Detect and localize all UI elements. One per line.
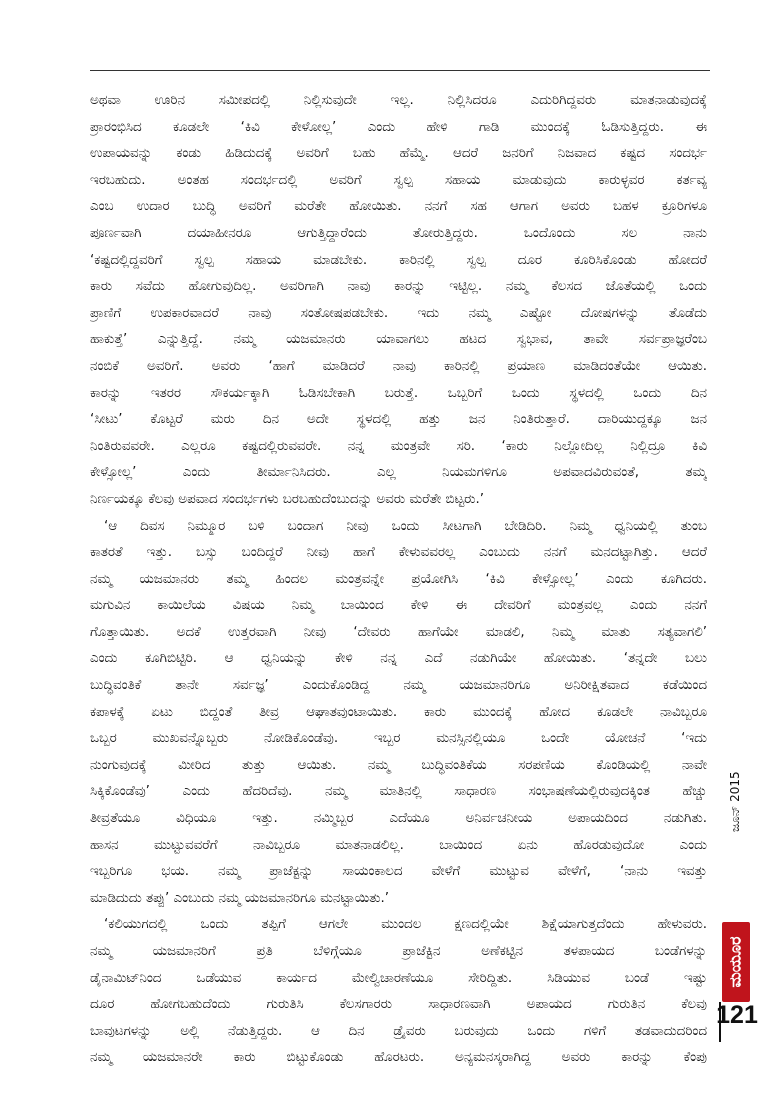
text-line: ನಮ್ಮ ಯಜಮಾನರು ತಮ್ಮ ಹಿಂದಲ ಮಂತ್ರವನ್ನೇ ಪ್ರಯೋಗಿಸಿ ‘ಕಿವಿ ಕೇಳ್ಸೋಲ್ಲ’ ಎಂದು ಕೂಗಿದರು. — [90, 571, 707, 587]
text-line: ಗೊತ್ತಾಯಿತು. ಅದಕೆ ಉತ್ತರವಾಗಿ ನೀವು ‘ದೇವರು ಹಾಗೆಯೇ ಮಾಡಲಿ, ನಿಮ್ಮ ಮಾತು ಸತ್ಯವಾಗಲಿ’ — [90, 624, 707, 640]
text-line: ಎಂದು ಕೂಗಿಬಿಟ್ಟಿರಿ. ಆ ಧ್ವನಿಯನ್ನು ಕೇಳಿ ನನ್ನ ಎದೆ ನಡುಗಿಯೇ ಹೋಯಿತು. ‘ತನ್ನದೇ ಬಲು — [90, 651, 707, 667]
text-line: ಒಬ್ಬರ ಮುಖವನ್ನೊಬ್ಬರು ನೋಡಿಕೊಂಡೆವು. ಇಬ್ಬರ ಮನಸ್ಸಿನಲ್ಲಿಯೂ ಒಂದೇ ಯೋಚನೆ ‘ಇದು — [90, 731, 707, 747]
magazine-name: ಮಯೂರ — [726, 936, 745, 988]
text-line: ಪೂರ್ಣವಾಗಿ ದಯಾಹೀನರೂ ಆಗುತ್ತಿದ್ದಾರೆಂದು ತೋರುತ್ತಿದ್ದರು. ಒಂದೊಂದು ಸಲ ನಾನು — [90, 225, 707, 241]
text-line: ನಿಂತಿರುವವರೇ. ಎಲ್ಲರೂ ಕಷ್ಟದಲ್ಲಿರುವವರೇ. ನನ್ನ ಮಂತ್ರವೇ ಸರಿ. ‘ಕಾರು ನಿಲ್ಲೋದಿಲ್ಲ ನಿಲ್ಲಿದ್ರೂ ಕಿವಿ — [90, 438, 707, 454]
text-line: ‘ಸೀಟು’ ಕೊಟ್ಟರೆ ಮರು ದಿನ ಅದೇ ಸ್ಥಳದಲ್ಲಿ ಹತ್ತು ಜನ ನಿಂತಿರುತ್ತಾರೆ. ದಾರಿಯುದ್ದಕ್ಕೂ ಜನ — [90, 412, 707, 428]
text-line: ಬುದ್ಧಿವಂತಿಕೆ ತಾನೇ ಸರ್ವಜ್ಞ’ ಎಂದುಕೊಂಡಿದ್ದ ನಮ್ಮ ಯಜಮಾನರಿಗೂ ಅನಿರೀಕ್ಷಿತವಾದ ಕಡೆಯಿಂದ — [90, 678, 707, 694]
text-line: ನಿರ್ಣಯಕ್ಕೂ ಕೆಲವು ಅಪವಾದ ಸಂದರ್ಭಗಳು ಬರಬಹುದೆಂಬುದನ್ನು ಅವರು ಮರೆತೇ ಬಿಟ್ಟರು.’ — [90, 491, 485, 507]
magazine-logo — [722, 922, 750, 1002]
text-line: ಪ್ರಾರಂಭಿಸಿದ ಕೂಡಲೇ ‘ಕಿವಿ ಕೇಳೋಲ್ಲ’ ಎಂದು ಹೇಳಿ ಗಾಡಿ ಮುಂದಕ್ಕೆ ಓಡಿಸುತ್ತಿದ್ದರು. ಈ — [90, 119, 707, 135]
text-line: ನುಂಗುವುದಕ್ಕೆ ಮೀರಿದ ತುತ್ತು ಆಯಿತು. ನಮ್ಮ ಬುದ್ಧಿವಂತಿಕೆಯ ಸರಪಣಿಯ ಕೊಂಡಿಯಲ್ಲಿ ನಾವೇ — [90, 757, 707, 773]
article-body — [90, 88, 707, 1072]
text-line: ದೂರ ಹೋಗಬಹುದೆಂದು ಗುರುತಿಸಿ ಕೆಲಸಗಾರರು ಸಾಧಾರಣವಾಗಿ ಅಪಾಯದ ಗುರುತಿನ ಕೆಲವು — [90, 997, 707, 1013]
text-line: ತೀವ್ರತೆಯೂ ವಿಧಿಯೂ ಇತ್ತು. ನಮ್ಮಿಬ್ಬರ ಎದೆಯೂ ಅನಿರ್ವಚನೀಯ ಅಪಾಯದಿಂದ ನಡುಗಿತು. — [90, 811, 707, 827]
header-rule — [90, 70, 710, 71]
text-line: ಎಂಬ ಉದಾರ ಬುದ್ಧಿ ಅವರಿಗೆ ಮರೆತೇ ಹೋಯಿತು. ನನಗೆ ಸಹ ಆಗಾಗ ಅವರು ಬಹಳ ಕ್ರೂರಿಗಳೂ — [90, 199, 707, 215]
text-line: ಹಾಕುತ್ತೆ’ ಎನ್ನುತ್ತಿದ್ದೆ. ನಮ್ಮ ಯಜಮಾನರು ಯಾವಾಗಲು ಹಟದ ಸ್ವಭಾವ, ತಾವೇ ಸರ್ವಪ್ರಾಜ್ಞರೆಂಬ — [90, 332, 707, 348]
text-line: ಡೈನಾಮಿಟ್‌ನಿಂದ ಒಡೆಯುವ ಕಾರ್ಯದ ಮೇಲ್ವಿಚಾರಣೆಯೂ ಸೇರಿದ್ದಿತು. ಸಿಡಿಯುವ ಬಂಡೆ ಇಷ್ಟು — [90, 970, 707, 986]
paragraph-2 — [90, 514, 707, 913]
text-line: ಕಾರನ್ನು ಇತರರ ಸೌಕರ್ಯಕ್ಕಾಗಿ ಓಡಿಸಬೇಕಾಗಿ ಬರುತ್ತೆ. ಒಬ್ಬರಿಗೆ ಒಂದು ಸ್ಥಳದಲ್ಲಿ ಒಂದು ದಿನ — [90, 385, 707, 401]
text-line: ಹಾಸನ ಮುಟ್ಟುವವರೆಗೆ ನಾವಿಬ್ಬರೂ ಮಾತನಾಡಲಿಲ್ಲ. ಬಾಯಿಂದ ಏನು ಹೊರಡುವುದೋ ಎಂದು — [90, 837, 707, 853]
page-number: 121 — [716, 1001, 758, 1029]
issue-date: ಜೂನ್ 2015 — [728, 771, 742, 832]
text-line: ನಮ್ಮ ಯಜಮಾನರಿಗೆ ಪ್ರತಿ ಬೆಳಿಗ್ಗೆಯೂ ಪ್ರಾಜೆಕ್ಟಿನ ಅಣೆಕಟ್ಟಿನ ತಳಪಾಯದ ಬಂಡೆಗಳನ್ನು — [90, 944, 707, 959]
text-line: ಕಾತರತೆ ಇತ್ತು. ಬಸ್ಸು ಬಂದಿದ್ದರೆ ನೀವು ಹಾಗೆ ಕೇಳುವವರಲ್ಲ ಎಂಬುದು ನನಗೆ ಮನದಟ್ಟಾಗಿತ್ತು. ಆದರೆ — [90, 545, 707, 561]
text-line: ಅಥವಾ ಊರಿನ ಸಮೀಪದಲ್ಲಿ ನಿಲ್ಲಿಸುವುದೇ ಇಲ್ಲ. ನಿಲ್ಲಿಸಿದರೂ ಎದುರಿಗಿದ್ದವರು ಮಾತನಾಡುವುದಕ್ಕೆ — [90, 93, 707, 108]
text-line: ಇಬ್ಬರಿಗೂ ಭಯ. ನಮ್ಮ ಪ್ರಾಜೆಕ್ಟನ್ನು ಸಾಯಂಕಾಲದ ವೇಳೆಗೆ ಮುಟ್ಟುವ ವೇಳೆಗೆ, ‘ನಾನು ಇವತ್ತು — [90, 864, 707, 880]
text-line: ‘ಆ ದಿವಸ ನಿಮ್ಮೂರ ಬಳಿ ಬಂದಾಗ ನೀವು ಒಂದು ಸೀಟಗಾಗಿ ಬೇಡಿದಿರಿ. ನಿಮ್ಮ ಧ್ವನಿಯಲ್ಲಿ ತುಂಬ — [104, 518, 707, 534]
text-line: ‘ಕಷ್ಟದಲ್ಲಿದ್ದವರಿಗೆ ಸ್ವಲ್ಪ ಸಹಾಯ ಮಾಡಬೇಕು. ಕಾರಿನಲ್ಲಿ ಸ್ವಲ್ಪ ದೂರ ಕೂರಿಸಿಕೊಂಡು ಹೋದರೆ — [90, 252, 707, 268]
paragraph-1 — [90, 88, 707, 514]
text-line: ಇರಬಹುದು. ಅಂತಹ ಸಂದರ್ಭದಲ್ಲಿ ಅವರಿಗೆ ಸ್ವಲ್ಪ ಸಹಾಯ ಮಾಡುವುದು ಕಾರುಳ್ಳವರ ಕರ್ತವ್ಯ — [90, 172, 707, 188]
text-line: ಕೇಳ್ಸೋಲ್ಲ’ ಎಂದು ತೀರ್ಮಾನಿಸಿದರು. ಎಲ್ಲ ನಿಯಮಗಳಿಗೂ ಅಪವಾದವಿರುವಂತೆ, ತಮ್ಮ — [90, 465, 707, 481]
text-line: ಸಿಕ್ಕಿಕೊಂಡೆವು’ ಎಂದು ಹೆದರಿದೆವು. ನಮ್ಮ ಮಾತಿನಲ್ಲಿ ಸಾಧಾರಣ ಸಂಭಾಷಣೆಯಲ್ಲಿರುವುದಕ್ಕಿಂತ ಹೆಚ್ಚು — [90, 784, 707, 800]
text-line: ಮಾಡಿದುದು ತಪ್ಪು’ ಎಂಬುದು ನಮ್ಮ ಯಜಮಾನರಿಗೂ ಮನಟ್ಟಾಯಿತು.’ — [90, 890, 390, 906]
text-line: ನಂಬಿಕೆ ಅವರಿಗೆ. ಅವರು ‘ಹಾಗೆ ಮಾಡಿದರೆ ನಾವು ಕಾರಿನಲ್ಲಿ ಪ್ರಯಾಣ ಮಾಡಿದಂತೆಯೇ ಆಯಿತು. — [90, 358, 707, 374]
text-line: ಮಗುವಿನ ಕಾಯಿಲೆಯ ವಿಷಯ ನಿಮ್ಮ ಬಾಯಿಂದ ಕೇಳಿ ಈ ದೇವರಿಗೆ ಮಂತ್ರವಲ್ಲ ಎಂದು ನನಗೆ — [90, 598, 707, 614]
text-line: ಬಾವುಟಗಳನ್ನು ಅಲ್ಲಿ ನೆಡುತ್ತಿದ್ದರು. ಆ ದಿನ ಡ್ರೈವರು ಬರುವುದು ಒಂದು ಗಳಿಗೆ ತಡವಾದುದರಿಂದ — [90, 1023, 707, 1039]
text-line: ನಮ್ಮ ಯಜಮಾನರೇ ಕಾರು ಬಿಟ್ಟುಕೊಂಡು ಹೊರಟರು. ಅನ್ಯಮನಸ್ಕರಾಗಿದ್ದ ಅವರು ಕಾರನ್ನು ಕೆಂಪು — [90, 1050, 707, 1066]
text-line: ಕಪಾಳಕ್ಕೆ ಏಟು ಬಿದ್ದಂತೆ ತೀವ್ರ ಆಘಾತವುಂಟಾಯಿತು. ಕಾರು ಮುಂದಕ್ಕೆ ಹೋದ ಕೂಡಲೇ ನಾವಿಬ್ಬರೂ — [90, 704, 707, 720]
paragraph-3 — [90, 912, 707, 1072]
text-line: ಪ್ರಾಣಿಗೆ ಉಪಕಾರವಾದರೆ ನಾವು ಸಂತೋಷಪಡಬೇಕು. ಇದು ನಮ್ಮ ಎಷ್ಟೋ ದೋಷಗಳನ್ನು ತೊಡೆದು — [90, 305, 707, 321]
text-line: ಕಾರು ಸವೆದು ಹೋಗುವುದಿಲ್ಲ. ಅವರಿಗಾಗಿ ನಾವು ಕಾರನ್ನು ಇಟ್ಟಿಲ್ಲ. ನಮ್ಮ ಕೆಲಸದ ಜೊತೆಯಲ್ಲಿ ಒಂದು — [90, 279, 707, 295]
text-line: ಉಪಾಯವನ್ನು ಕಂಡು ಹಿಡಿದುದಕ್ಕೆ ಅವರಿಗೆ ಬಹು ಹೆಮ್ಮೆ. ಆದರೆ ಜನರಿಗೆ ನಿಜವಾದ ಕಷ್ಟದ ಸಂದರ್ಭ — [90, 146, 707, 162]
text-line: ‘ಕಲಿಯುಗದಲ್ಲಿ ಒಂದು ತಪ್ಪಿಗೆ ಆಗಲೇ ಮುಂದಲ ಕ್ಷಣದಲ್ಲಿಯೇ ಶಿಕ್ಷೆಯಾಗುತ್ತದೆಂದು ಹೇಳುವರು. — [104, 917, 707, 933]
